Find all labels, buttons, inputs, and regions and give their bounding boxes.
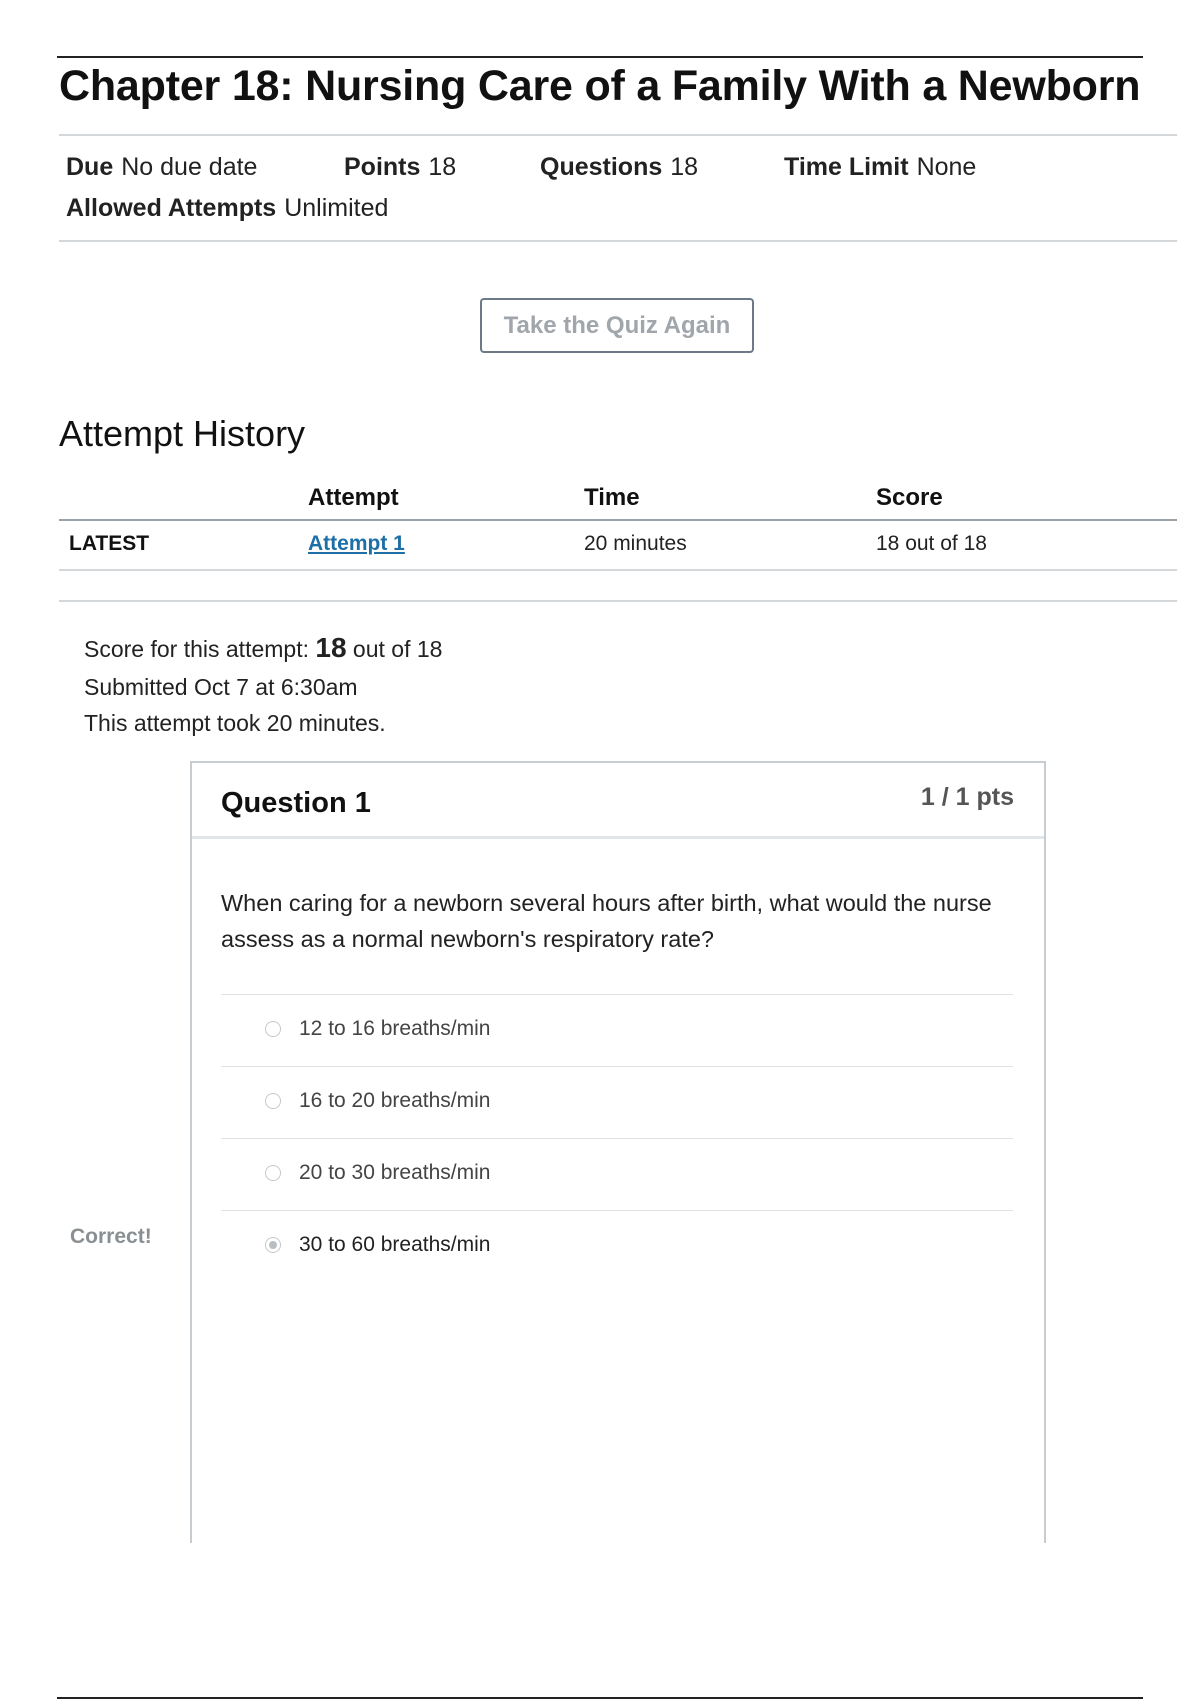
meta-attempts-value: Unlimited	[284, 194, 389, 222]
answer-label: 16 to 20 breaths/min	[299, 1089, 491, 1112]
correct-answer-flag: Correct!	[70, 1225, 152, 1248]
time-cell: 20 minutes	[584, 532, 687, 555]
meta-time-limit	[784, 153, 976, 182]
meta-points	[344, 153, 456, 182]
answer-label: 20 to 30 breaths/min	[299, 1161, 491, 1184]
radio-button[interactable]	[265, 1021, 281, 1037]
history-header-time: Time	[584, 484, 640, 511]
question-text: When caring for a newborn several hours after birth, what would the nurse assess as a normal newborn's respiratory rate?	[221, 890, 992, 952]
history-row-divider	[59, 569, 1177, 571]
meta-questions-value: 18	[670, 153, 699, 181]
page-bottom-rule	[57, 1697, 1143, 1699]
history-header-divider	[59, 519, 1177, 521]
attempt-cell	[308, 532, 405, 556]
score-prefix: Score for this attempt:	[84, 636, 309, 662]
answer-option-selected[interactable]	[221, 1210, 1013, 1282]
radio-button[interactable]	[265, 1165, 281, 1181]
latest-tag: LATEST	[69, 532, 150, 555]
attempt-score-summary	[84, 632, 442, 664]
history-header-score: Score	[876, 484, 943, 511]
score-suffix: out of 18	[352, 636, 443, 662]
radio-button-selected[interactable]	[265, 1237, 281, 1253]
meta-attempts-label: Allowed Attempts	[66, 194, 277, 222]
take-quiz-again-button[interactable]: Take the Quiz Again	[480, 298, 754, 353]
question-points: 1 / 1 pts	[920, 783, 1014, 811]
score-cell: 18 out of 18	[876, 532, 987, 555]
answer-option[interactable]	[221, 1066, 1013, 1138]
history-header-attempt: Attempt	[308, 484, 399, 511]
quiz-title: Chapter 18: Nursing Care of a Family With a Newborn	[59, 62, 1141, 110]
question-header	[192, 763, 1044, 839]
answer-option[interactable]	[221, 994, 1013, 1066]
attempt-1-link[interactable]: Attempt 1	[308, 532, 405, 555]
meta-due	[66, 153, 257, 182]
question-card	[190, 761, 1046, 1543]
answer-label: 12 to 16 breaths/min	[299, 1017, 491, 1040]
submitted-time: Submitted Oct 7 at 6:30am	[84, 674, 358, 700]
meta-divider	[59, 240, 1177, 242]
score-value: 18	[315, 632, 347, 663]
header-divider	[59, 134, 1177, 136]
radio-button[interactable]	[265, 1093, 281, 1109]
page-top-rule	[57, 56, 1143, 58]
answer-label: 30 to 60 breaths/min	[299, 1233, 491, 1256]
meta-due-label: Due	[66, 153, 114, 181]
meta-questions-label: Questions	[540, 153, 663, 181]
attempt-duration: This attempt took 20 minutes.	[84, 710, 386, 736]
meta-points-value: 18	[428, 153, 457, 181]
meta-allowed-attempts	[66, 194, 388, 223]
meta-due-value: No due date	[121, 153, 258, 181]
meta-questions	[540, 153, 698, 182]
meta-points-label: Points	[344, 153, 421, 181]
answer-option[interactable]	[221, 1138, 1013, 1210]
question-title: Question 1	[221, 787, 371, 819]
meta-time-limit-label: Time Limit	[784, 153, 909, 181]
history-bottom-divider	[59, 600, 1177, 602]
meta-time-limit-value: None	[916, 153, 977, 181]
attempt-history-heading: Attempt History	[59, 413, 306, 454]
